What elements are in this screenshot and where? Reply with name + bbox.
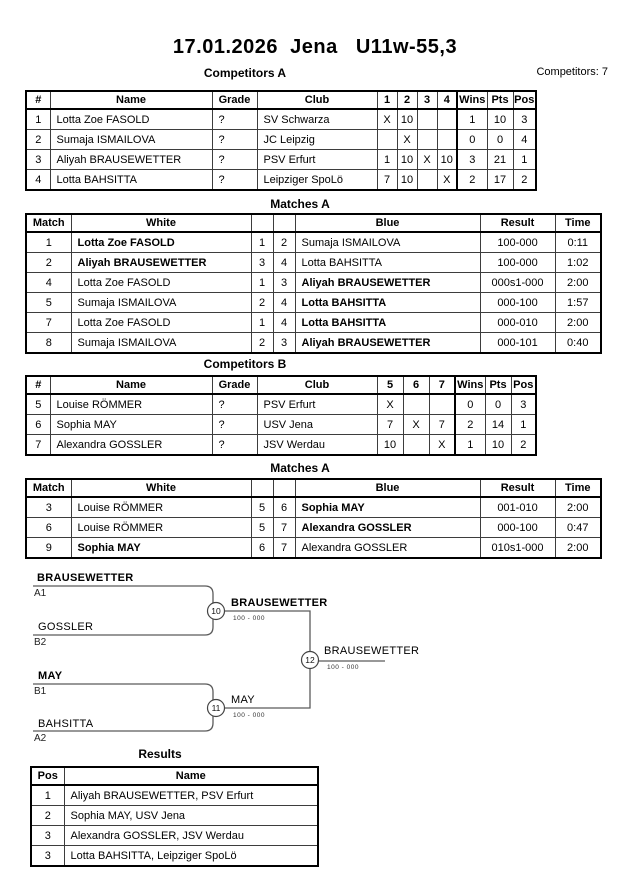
table-cell: 000s1-000	[480, 273, 555, 293]
table-row	[31, 785, 318, 806]
table-cell	[417, 130, 437, 150]
table-row	[26, 232, 601, 253]
column-header	[273, 214, 295, 232]
table-cell	[403, 435, 429, 456]
table-row	[26, 109, 536, 130]
table-cell: Louise RÖMMER	[71, 497, 251, 518]
table-cell: 2:00	[555, 313, 601, 333]
table-cell: Sumaja ISMAILOVA	[71, 333, 251, 354]
table-cell: X	[417, 150, 437, 170]
table-cell: 10	[437, 150, 457, 170]
table-cell: Aliyah BRAUSEWETTER	[71, 253, 251, 273]
table-cell: USV Jena	[257, 415, 377, 435]
matches-a1	[25, 213, 602, 354]
table-cell: 6	[26, 518, 71, 538]
column-header: 7	[429, 376, 455, 394]
table-cell: PSV Erfurt	[257, 150, 377, 170]
table-cell: ?	[212, 435, 257, 456]
section-title-matches-a1: Matches A	[270, 197, 330, 211]
column-header: 6	[403, 376, 429, 394]
table-cell	[437, 109, 457, 130]
table-cell: 0:47	[555, 518, 601, 538]
bracket-slot-b2-seed: B2	[34, 637, 47, 648]
table-cell: Leipziger SpoLö	[257, 170, 377, 191]
table-cell: Aliyah BRAUSEWETTER	[295, 333, 480, 354]
table-cell: Aliyah BRAUSEWETTER	[295, 273, 480, 293]
column-header: 4	[437, 91, 457, 109]
table-cell: 3	[273, 273, 295, 293]
table-cell: PSV Erfurt	[257, 394, 377, 415]
header-row	[26, 91, 536, 109]
table-cell	[417, 170, 437, 191]
page-title: 17.01.2026 Jena U11w-55,3	[172, 36, 458, 58]
table-row	[26, 394, 536, 415]
table-row	[26, 253, 601, 273]
table-cell: 3	[511, 394, 536, 415]
table-cell: Sumaja ISMAILOVA	[71, 293, 251, 313]
column-header: Blue	[295, 479, 480, 497]
table-cell: 3	[26, 497, 71, 518]
header-row	[26, 479, 601, 497]
section-title-results: Results	[138, 747, 182, 761]
column-header: Wins	[455, 376, 485, 394]
bracket-slot-b2-name: GOSSLER	[38, 621, 94, 633]
table-cell: 3	[513, 109, 536, 130]
competitors-b	[25, 375, 537, 456]
column-header: Grade	[212, 91, 257, 109]
matches-a2-table	[25, 478, 602, 559]
bracket-slot-a2-seed: A2	[34, 733, 47, 744]
table-cell: 1	[26, 232, 71, 253]
column-header: Time	[555, 214, 601, 232]
table-cell: SV Schwarza	[257, 109, 377, 130]
table-cell: 5	[26, 394, 50, 415]
column-header: Result	[480, 479, 555, 497]
table-cell: ?	[212, 415, 257, 435]
table-cell: 100-000	[480, 232, 555, 253]
column-header: Club	[257, 91, 377, 109]
column-header: Pos	[31, 767, 64, 785]
header-row	[26, 214, 601, 232]
table-row	[26, 130, 536, 150]
column-header: Pts	[485, 376, 511, 394]
table-cell: 7	[26, 435, 50, 456]
competitors-a	[25, 90, 537, 191]
table-cell: 2:00	[555, 538, 601, 559]
table-cell	[437, 130, 457, 150]
table-row	[31, 846, 318, 867]
table-cell: 10	[397, 150, 417, 170]
table-cell: ?	[212, 109, 257, 130]
table-cell: 1	[455, 435, 485, 456]
table-cell: 000-100	[480, 518, 555, 538]
table-cell: Aliyah BRAUSEWETTER, PSV Erfurt	[64, 785, 318, 806]
table-cell: 4	[273, 293, 295, 313]
bracket-lines	[0, 560, 630, 760]
column-header: Wins	[457, 91, 487, 109]
bracket-line-b1	[33, 684, 213, 700]
table-cell: 1	[377, 150, 397, 170]
table-cell: 3	[31, 826, 64, 846]
header-row	[31, 767, 318, 785]
bracket-slot-b1-seed: B1	[34, 686, 47, 697]
table-cell: 1	[26, 109, 50, 130]
table-cell: 2	[511, 435, 536, 456]
column-header: Match	[26, 214, 71, 232]
table-row	[26, 273, 601, 293]
bracket-slot-b1-name: MAY	[38, 670, 63, 682]
table-row	[26, 333, 601, 354]
table-row	[26, 313, 601, 333]
table-cell: X	[437, 170, 457, 191]
table-cell: ?	[212, 130, 257, 150]
bracket-score-12: 100 - 000	[327, 664, 359, 671]
table-cell: 1	[31, 785, 64, 806]
table-cell: Louise RÖMMER	[50, 394, 212, 415]
table-cell: 2:00	[555, 497, 601, 518]
table-cell: 4	[513, 130, 536, 150]
table-cell: 2	[273, 232, 295, 253]
table-cell: 0	[455, 394, 485, 415]
table-cell: 2	[457, 170, 487, 191]
header-row	[26, 376, 536, 394]
table-cell: 10	[487, 109, 513, 130]
table-cell: Sophia MAY	[50, 415, 212, 435]
column-header: Pos	[511, 376, 536, 394]
table-cell: 2	[26, 130, 50, 150]
table-cell: Alexandra GOSSLER, JSV Werdau	[64, 826, 318, 846]
table-row	[26, 435, 536, 456]
table-cell: 7	[273, 518, 295, 538]
table-cell: Lotta BAHSITTA	[50, 170, 212, 191]
table-cell: Sophia MAY	[71, 538, 251, 559]
table-cell: X	[397, 130, 417, 150]
table-cell: ?	[212, 394, 257, 415]
table-cell: Alexandra GOSSLER	[295, 538, 480, 559]
table-cell: 000-100	[480, 293, 555, 313]
column-header: Pos	[513, 91, 536, 109]
table-cell: 000-010	[480, 313, 555, 333]
table-cell: 2	[513, 170, 536, 191]
table-cell: ?	[212, 170, 257, 191]
column-header	[251, 479, 273, 497]
results-table	[30, 766, 319, 867]
table-cell: 010s1-000	[480, 538, 555, 559]
table-cell: 2:00	[555, 273, 601, 293]
bracket-winner-10: BRAUSEWETTER	[231, 597, 328, 609]
table-cell: 1	[513, 150, 536, 170]
table-cell: Lotta BAHSITTA, Leipziger SpoLö	[64, 846, 318, 867]
bracket-score-10: 100 - 000	[233, 615, 265, 622]
column-header: White	[71, 214, 251, 232]
table-cell: 10	[397, 109, 417, 130]
table-cell: 001-010	[480, 497, 555, 518]
table-cell: X	[429, 435, 455, 456]
column-header: 1	[377, 91, 397, 109]
table-cell: 2	[31, 806, 64, 826]
table-cell: 6	[26, 415, 50, 435]
column-header: White	[71, 479, 251, 497]
table-cell: 1	[511, 415, 536, 435]
bracket-score-11: 100 - 000	[233, 712, 265, 719]
table-cell	[377, 130, 397, 150]
column-header: #	[26, 376, 50, 394]
column-header: #	[26, 91, 50, 109]
bracket-winner-12: BRAUSEWETTER	[324, 645, 420, 657]
column-header: Match	[26, 479, 71, 497]
table-cell: Lotta Zoe FASOLD	[71, 232, 251, 253]
matches-a1-table	[25, 213, 602, 354]
table-cell: 7	[377, 415, 403, 435]
table-cell: Sophia MAY, USV Jena	[64, 806, 318, 826]
table-cell: Louise RÖMMER	[71, 518, 251, 538]
column-header: Club	[257, 376, 377, 394]
table-cell: 17	[487, 170, 513, 191]
column-header: 5	[377, 376, 403, 394]
table-cell: 1	[251, 313, 273, 333]
table-cell: 7	[26, 313, 71, 333]
table-cell: 000-101	[480, 333, 555, 354]
table-cell: Lotta BAHSITTA	[295, 253, 480, 273]
table-cell: 2	[251, 293, 273, 313]
table-cell: 3	[251, 253, 273, 273]
table-cell: Lotta Zoe FASOLD	[71, 273, 251, 293]
table-cell: 3	[457, 150, 487, 170]
table-cell: 4	[273, 313, 295, 333]
table-cell: 3	[273, 333, 295, 354]
table-row	[26, 497, 601, 518]
table-cell: 7	[377, 170, 397, 191]
table-cell: 1	[457, 109, 487, 130]
bracket-line-a1	[33, 586, 213, 603]
competitors-a-table	[25, 90, 537, 191]
table-cell: 0	[485, 394, 511, 415]
table-cell: 10	[397, 170, 417, 191]
table-cell: X	[377, 394, 403, 415]
column-header: 2	[397, 91, 417, 109]
table-cell: 0:11	[555, 232, 601, 253]
table-row	[26, 518, 601, 538]
table-row	[26, 293, 601, 313]
bracket-winner-11: MAY	[231, 694, 255, 706]
column-header: 3	[417, 91, 437, 109]
column-header: Time	[555, 479, 601, 497]
section-title-competitors-a: Competitors A	[203, 66, 287, 80]
table-cell: Lotta BAHSITTA	[295, 313, 480, 333]
table-cell: Sumaja ISMAILOVA	[50, 130, 212, 150]
table-cell: 7	[429, 415, 455, 435]
table-cell: 2	[251, 333, 273, 354]
table-cell	[403, 394, 429, 415]
table-cell: 1	[251, 273, 273, 293]
table-row	[26, 150, 536, 170]
bracket-slot-a2-name: BAHSITTA	[38, 718, 94, 730]
table-cell: 14	[485, 415, 511, 435]
column-header: Grade	[212, 376, 257, 394]
table-cell: 3	[31, 846, 64, 867]
table-cell: Lotta Zoe FASOLD	[71, 313, 251, 333]
table-cell: 1	[251, 232, 273, 253]
table-row	[31, 806, 318, 826]
table-cell: Alexandra GOSSLER	[295, 518, 480, 538]
results	[30, 766, 319, 867]
table-cell: 0	[457, 130, 487, 150]
section-title-competitors-b: Competitors B	[203, 357, 287, 371]
column-header: Name	[50, 91, 212, 109]
match-number-10: 10	[211, 606, 221, 616]
table-cell: 6	[273, 497, 295, 518]
column-header: Pts	[487, 91, 513, 109]
column-header	[273, 479, 295, 497]
table-cell: Aliyah BRAUSEWETTER	[50, 150, 212, 170]
match-number-11: 11	[211, 703, 221, 713]
table-row	[26, 170, 536, 191]
table-cell	[417, 109, 437, 130]
table-cell: 3	[26, 150, 50, 170]
match-number-12: 12	[305, 655, 315, 665]
bracket-slot-a1-name: BRAUSEWETTER	[37, 572, 134, 584]
table-cell: 5	[251, 497, 273, 518]
matches-a2	[25, 478, 602, 559]
column-header: Name	[50, 376, 212, 394]
table-cell: 4	[26, 170, 50, 191]
column-header: Name	[64, 767, 318, 785]
table-cell: Alexandra GOSSLER	[50, 435, 212, 456]
table-cell: 21	[487, 150, 513, 170]
table-cell: 10	[377, 435, 403, 456]
column-header: Result	[480, 214, 555, 232]
table-cell: Sophia MAY	[295, 497, 480, 518]
competitor-count: Competitors: 7	[536, 66, 608, 78]
table-cell: 5	[26, 293, 71, 313]
table-cell: 4	[26, 273, 71, 293]
table-cell: 2	[455, 415, 485, 435]
column-header: Blue	[295, 214, 480, 232]
table-cell: JSV Werdau	[257, 435, 377, 456]
table-cell: 0:40	[555, 333, 601, 354]
table-row	[31, 826, 318, 846]
table-cell: 5	[251, 518, 273, 538]
table-cell: 0	[487, 130, 513, 150]
table-row	[26, 538, 601, 559]
table-cell: 2	[26, 253, 71, 273]
table-cell: ?	[212, 150, 257, 170]
table-cell: 8	[26, 333, 71, 354]
table-cell: Lotta BAHSITTA	[295, 293, 480, 313]
table-cell: 10	[485, 435, 511, 456]
table-cell: 6	[251, 538, 273, 559]
table-cell: 9	[26, 538, 71, 559]
table-cell: JC Leipzig	[257, 130, 377, 150]
table-cell: Sumaja ISMAILOVA	[295, 232, 480, 253]
table-cell: 1:02	[555, 253, 601, 273]
competitors-b-table	[25, 375, 537, 456]
section-title-matches-a2: Matches A	[270, 461, 330, 475]
table-cell: 7	[273, 538, 295, 559]
table-cell	[429, 394, 455, 415]
column-header	[251, 214, 273, 232]
bracket-slot-a1-seed: A1	[34, 588, 47, 599]
table-cell: 100-000	[480, 253, 555, 273]
table-row	[26, 415, 536, 435]
table-cell: Lotta Zoe FASOLD	[50, 109, 212, 130]
table-cell: X	[377, 109, 397, 130]
table-cell: 1:57	[555, 293, 601, 313]
table-cell: X	[403, 415, 429, 435]
table-cell: 4	[273, 253, 295, 273]
